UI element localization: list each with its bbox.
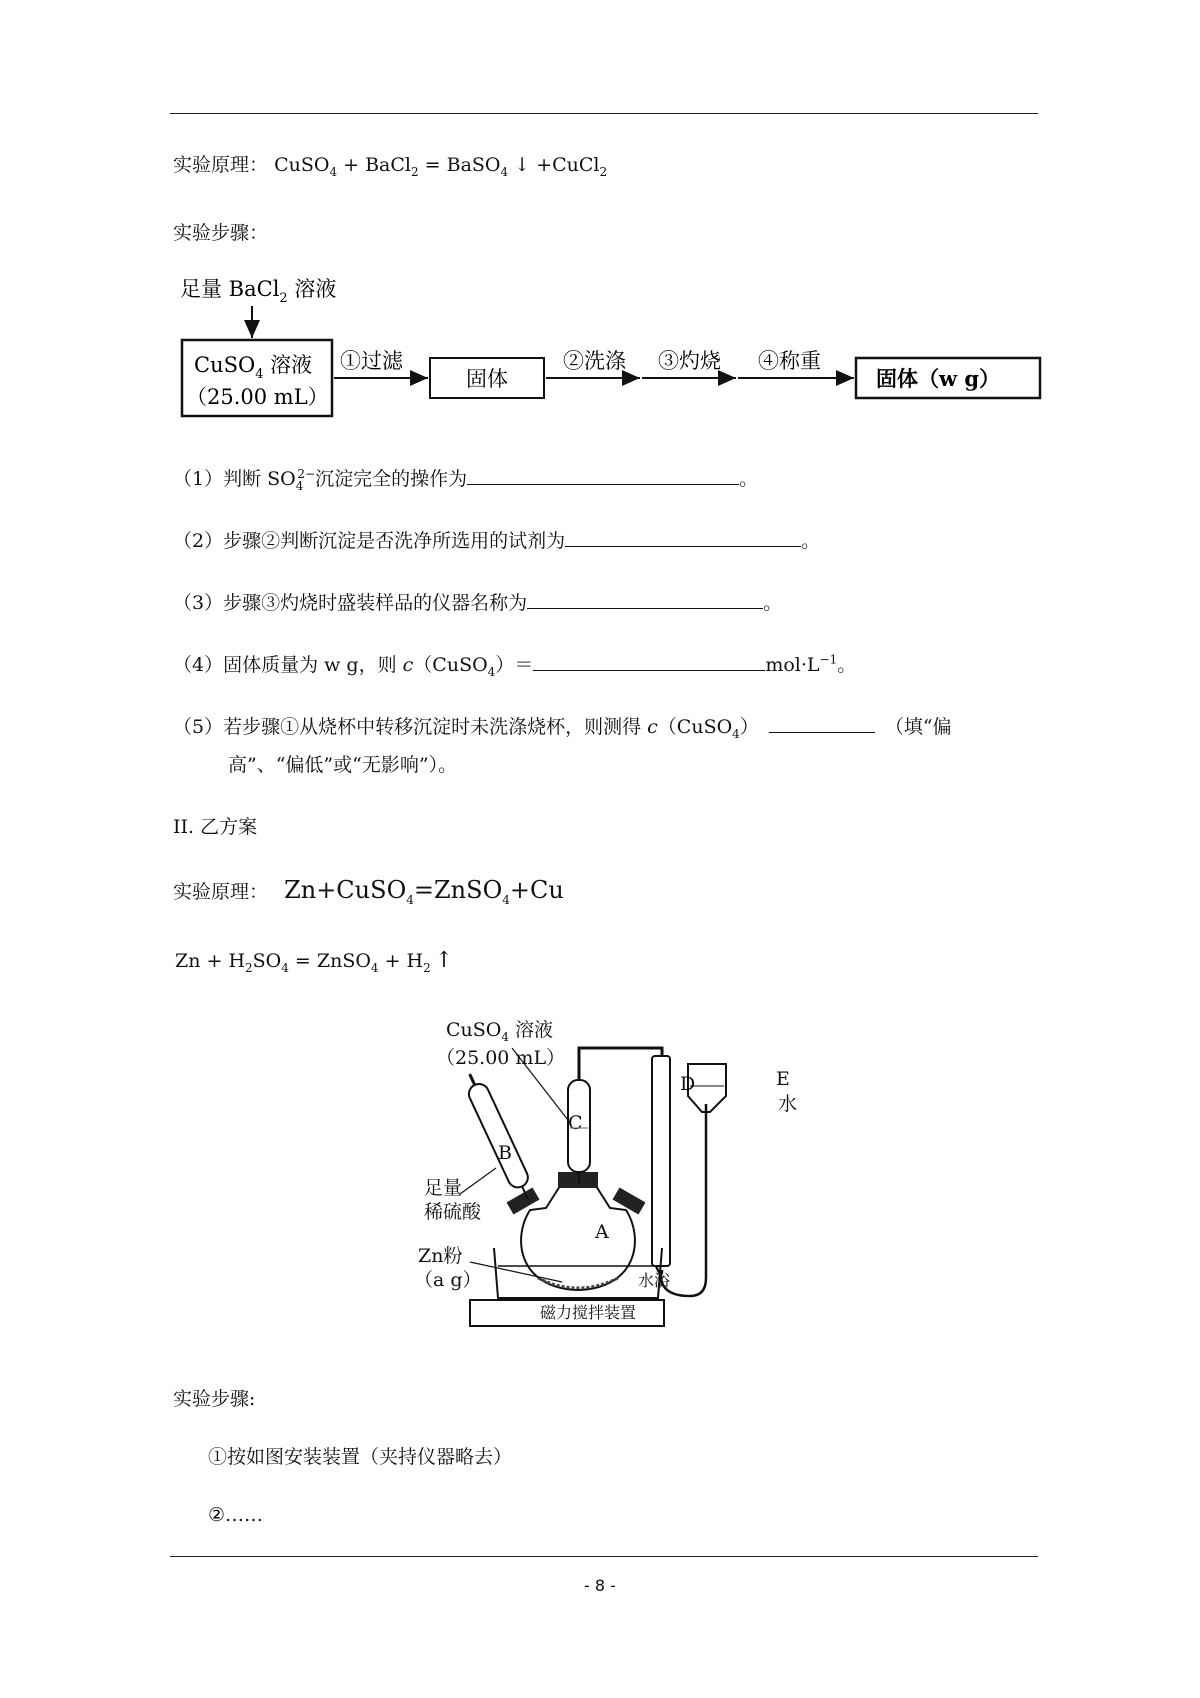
flow-box2: 固体 <box>466 367 508 391</box>
principle-label: 实验原理： <box>173 154 269 176</box>
section-2-title: II. 乙方案 <box>173 816 258 838</box>
funnel-B <box>461 1070 537 1204</box>
label-zn-2: （a g） <box>414 1269 482 1291</box>
flow-chart <box>170 272 1050 422</box>
answer-blank-5[interactable] <box>769 714 875 733</box>
flow-step2: ②洗涤 <box>563 349 626 373</box>
flow-step3: ③灼烧 <box>658 349 721 373</box>
flow-box1-line1: CuSO$_4$ 溶液 <box>194 353 313 382</box>
equation-3: $Zn + H_2SO_4$ = ZnSO$_4$ + $H_2$ ↑ <box>175 948 454 975</box>
question-3: （3）步骤③灼烧时盛装样品的仪器名称为 。 <box>173 592 783 614</box>
pointer-acid <box>460 1168 496 1194</box>
answer-blank-3[interactable] <box>527 590 763 609</box>
apparatus-diagram <box>400 1008 820 1328</box>
question-2: （2）步骤②判断沉淀是否洗净所选用的试剂为 。 <box>173 530 821 552</box>
label-volume: （25.00 mL） <box>436 1047 566 1069</box>
label-C: C <box>568 1112 583 1134</box>
connecting-tube <box>579 1048 662 1070</box>
pointer-zn <box>470 1262 562 1282</box>
principle-2: 实验原理： Zn+CuSO$_4$=ZnSO$_4$+Cu <box>173 876 564 907</box>
header-rule <box>170 113 1038 114</box>
label-D: D <box>680 1073 696 1095</box>
answer-blank-1[interactable] <box>467 466 739 485</box>
label-water: 水 <box>778 1093 798 1115</box>
label-A: A <box>595 1221 609 1243</box>
label-bath: 水浴 <box>638 1271 671 1290</box>
label-E: E <box>776 1068 790 1090</box>
label-B: B <box>498 1142 512 1164</box>
answer-blank-4[interactable] <box>533 652 765 671</box>
precipitate-arrow: ↓ <box>508 154 537 176</box>
label-cuso4: CuSO$_4$ 溶液 <box>446 1019 554 1044</box>
flow-box3: 固体（w g） <box>876 366 1001 391</box>
gas-arrow: ↑ <box>434 948 454 973</box>
question-5: （5）若步骤①从烧杯中转移沉淀时未洗涤烧杯，则测得 c（CuSO$_4$） （填“偏 <box>173 716 952 741</box>
label-acid-1: 足量 <box>424 1177 463 1199</box>
question-1: （1）判断 $SO_4^{2-}$沉淀完全的操作为 。 <box>173 466 759 493</box>
question-5-line2: 高”、“偏低”或“无影响”）。 <box>228 754 458 776</box>
principle-1: 实验原理： CuSO$_4$ + BaCl$_2$ = BaSO$_4$ ↓ +CuCl$_2$ <box>173 154 608 179</box>
flow-step4: ④称重 <box>758 349 821 373</box>
label-stirrer: 磁力搅拌装置 <box>540 1303 637 1322</box>
page-number: - 8 - <box>584 1576 616 1595</box>
step-2-2: ②…… <box>208 1504 264 1526</box>
steps-2-label: 实验步骤: <box>173 1388 256 1410</box>
footer-rule <box>170 1556 1038 1557</box>
step-2-1: ①按如图安装装置（夹持仪器略去） <box>208 1446 513 1468</box>
flow-step1: ①过滤 <box>340 349 403 373</box>
burette-D <box>652 1056 670 1266</box>
flow-box1-line2: （25.00 mL） <box>186 385 329 409</box>
answer-blank-2[interactable] <box>565 528 801 547</box>
right-stopper <box>613 1187 646 1214</box>
flow-reagent: 足量 BaCl$_2$ 溶液 <box>180 277 337 306</box>
rubber-tube <box>656 1104 706 1296</box>
label-zn-1: Zn粉 <box>418 1245 463 1267</box>
left-stopper <box>507 1187 540 1214</box>
question-4: （4）固体质量为 w g，则 c（CuSO$_4$）＝ $mol\cdot L^{-1}$。 <box>173 652 857 679</box>
label-acid-2: 稀硫酸 <box>424 1201 482 1223</box>
steps-label: 实验步骤： <box>173 222 269 244</box>
